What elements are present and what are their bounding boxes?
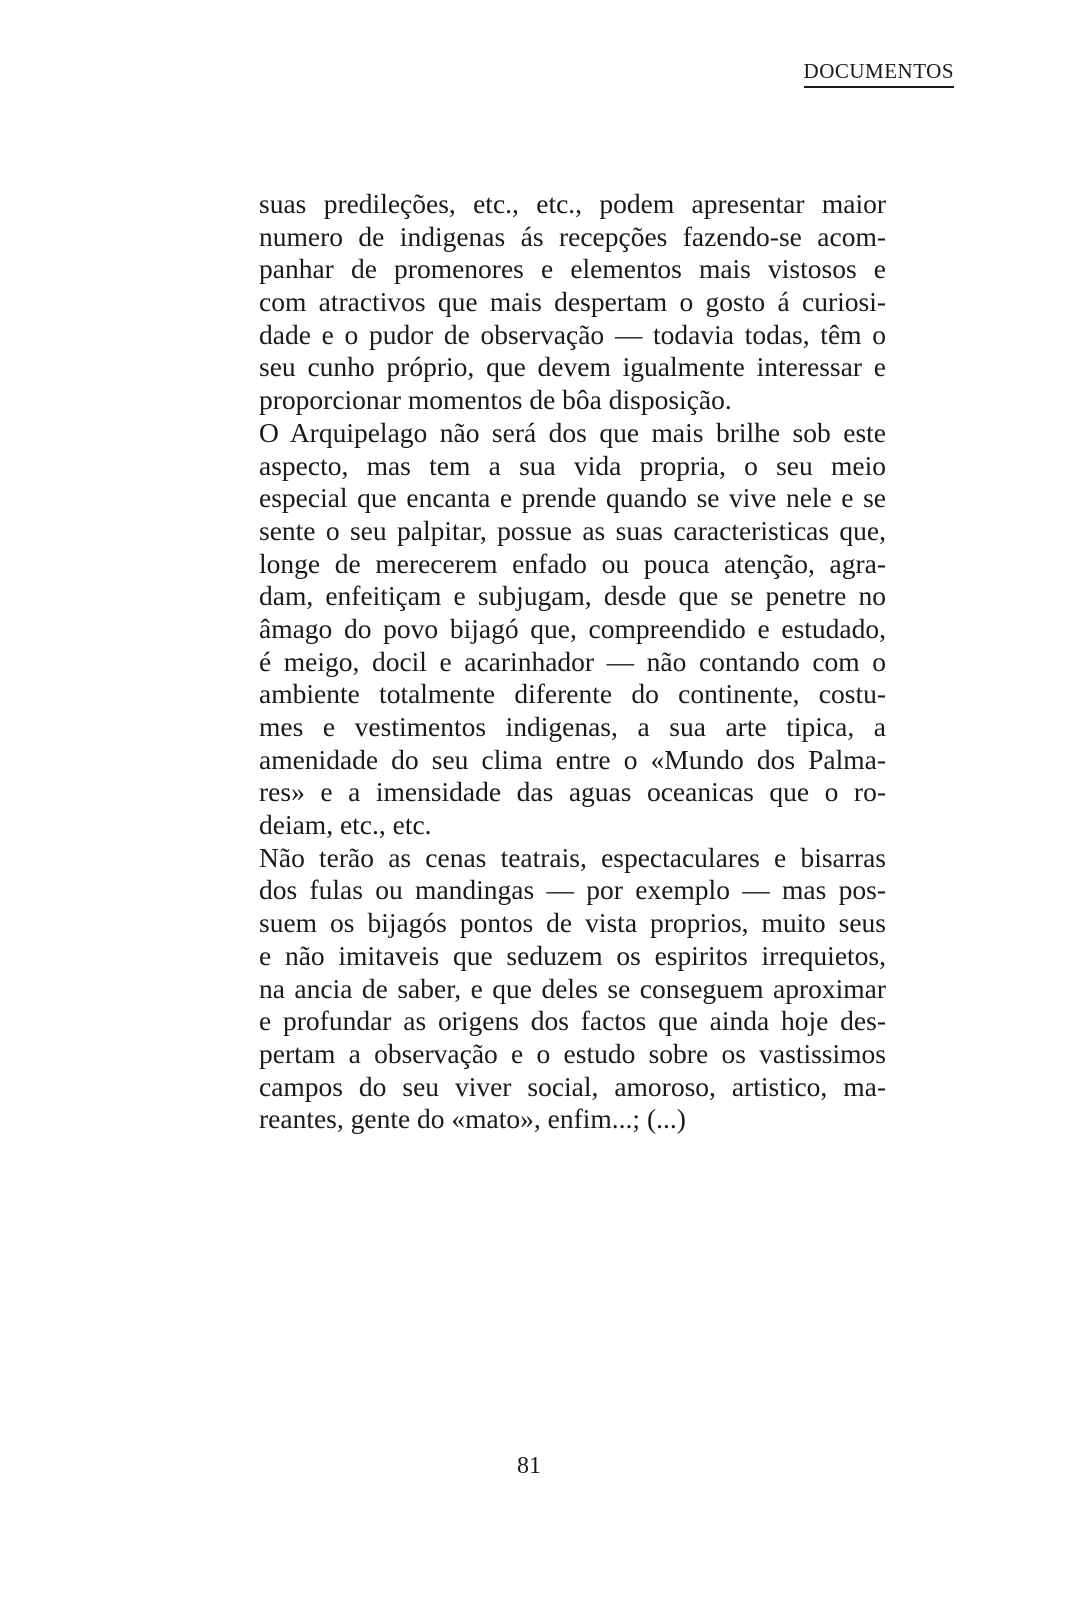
text-line: longe de merecerem enfado ou pouca atenção, agra-: [259, 547, 886, 579]
text-line: pertam a observação e o estudo sobre os vastissimos: [259, 1037, 886, 1069]
text-line: res» e a imensidade das aguas oceanicas que o ro-: [259, 776, 886, 808]
text-line: na ancia de saber, e que deles se conseguem aproximar: [259, 972, 886, 1004]
text-line: dam, enfeitiçam e subjugam, desde que se penetre no: [259, 580, 886, 612]
text-line: suem os bijagós pontos de vista proprios, muito seus: [259, 907, 886, 939]
text-line: reantes, gente do «mato», enfim...; (...): [259, 1103, 686, 1135]
text-line: O Arquipelago não será dos que mais brilhe sob este: [259, 416, 886, 448]
text-line: amenidade do seu clima entre o «Mundo dos Palma-: [259, 743, 886, 775]
text-line: panhar de promenores e elementos mais vistosos e: [259, 253, 886, 285]
text-line: e não imitaveis que seduzem os espiritos irrequietos,: [259, 939, 886, 971]
text-line: ambiente totalmente diferente do continente, costu-: [259, 678, 886, 710]
text-line: mes e vestimentos indigenas, a sua arte tipica, a: [259, 711, 886, 742]
paragraph-2: [259, 417, 886, 842]
text-line: especial que encanta e prende quando se vive nele e se: [259, 482, 886, 514]
text-line: suas predileções, etc., etc., podem apresentar maior: [259, 188, 886, 219]
text-line: com atractivos que mais despertam o gosto á curiosi-: [259, 286, 886, 318]
text-line: dos fulas ou mandingas — por exemplo — mas pos-: [259, 874, 886, 906]
text-line: dade e o pudor de observação — todavia todas, têm o: [259, 318, 886, 350]
body-text: [259, 188, 886, 1136]
text-line: proporcionar momentos de bôa disposição.: [259, 384, 732, 416]
text-line: deiam, etc., etc.: [259, 809, 432, 841]
text-line: numero de indigenas ás recepções fazendo-se acom-: [259, 220, 886, 252]
text-line: Não terão as cenas teatrais, espectaculares e bisarras: [259, 841, 886, 873]
running-head: DOCUMENTOS: [804, 58, 954, 88]
text-line: seu cunho próprio, que devem igualmente interessar e: [259, 351, 886, 383]
text-line: e profundar as origens dos factos que ainda hoje des-: [259, 1005, 886, 1037]
text-line: âmago do povo bijagó que, compreendido e estudado,: [259, 612, 886, 644]
text-line: é meigo, docil e acarinhador — não contando com o: [259, 645, 886, 677]
paragraph-1: [259, 188, 886, 417]
text-line: campos do seu viver social, amoroso, artistico, ma-: [259, 1070, 886, 1102]
page-number: 81: [517, 1453, 541, 1479]
text-line: aspecto, mas tem a sua vida propria, o seu meio: [259, 449, 886, 481]
text-line: sente o seu palpitar, possue as suas caracteristicas que,: [259, 514, 886, 546]
paragraph-3: [259, 842, 886, 1136]
